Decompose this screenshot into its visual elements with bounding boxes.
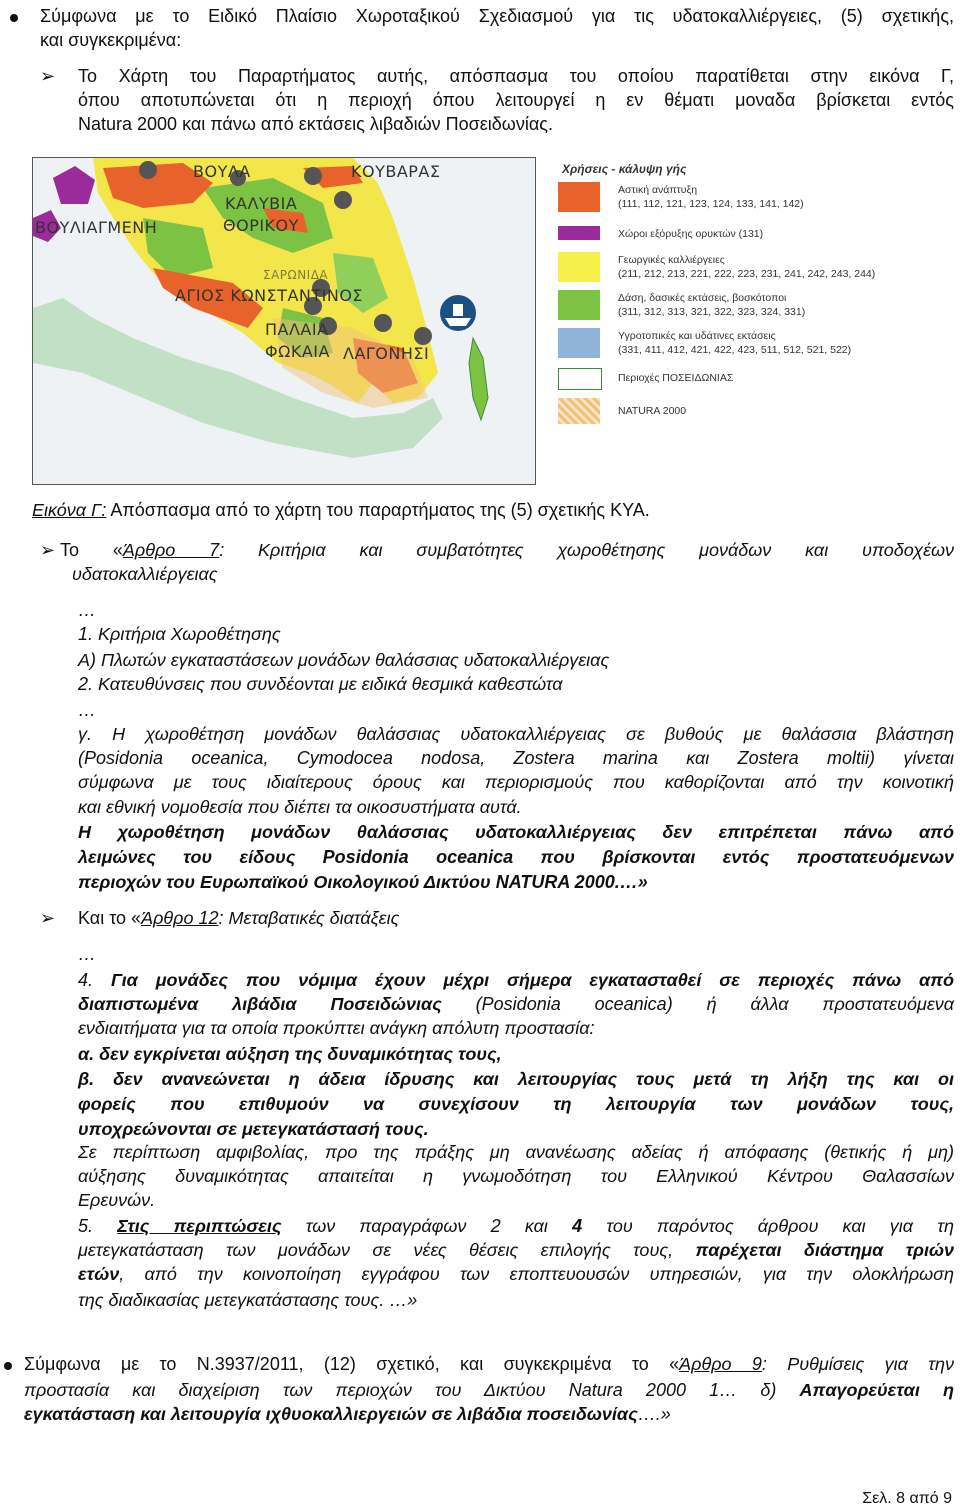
art12-a: α. δεν εγκρίνεται αύξηση της δυναμικότητας τους, <box>78 1044 502 1064</box>
map-label-saronida: ΣΑΡΩΝΙΔΑ <box>263 268 329 282</box>
last-line-1 <box>24 1352 954 1376</box>
ellipsis: … <box>78 600 96 620</box>
item3-prefix: Και το « <box>78 908 142 928</box>
art12-p5-line-1 <box>78 1214 954 1238</box>
last-l2a: προστασία και διαχείριση των περιοχών του Δικτύου Natura 2000 1… δ) <box>24 1380 800 1400</box>
art7-g-2: (Posidonia oceanica, Cymodocea nodosa, Zostera marina και Zostera moltii) γίνεται <box>78 748 954 768</box>
article-12-link: Άρθρο 12 <box>141 908 219 928</box>
arrow-bullet-icon: ➢ <box>40 908 56 928</box>
art12-p4-l2b: (Posidonia oceanica) ή άλλα προστατευόμενα <box>441 994 954 1014</box>
figure-caption <box>32 498 650 522</box>
intro-line-2: και συγκεκριμένα: <box>40 30 182 50</box>
art12-p4-l1: Για μονάδες που νόμιμα έχουν μέχρι σήμερα εγκατασταθεί σε περιοχές πάνω από <box>110 970 955 990</box>
last-line-2 <box>24 1378 954 1402</box>
legend-mineral: Χώροι εξόρυξης ορυκτών (131) <box>618 228 764 240</box>
map-label-kouvaras: ΚΟΥΒΑΡΑΣ <box>351 162 441 181</box>
legend-swatch-posidonia <box>558 368 602 390</box>
legend-forest-1: Δάση, δασικές εκτάσεις, βοσκότοποι <box>618 292 787 304</box>
map-label-voula: ΒΟΥΛΑ <box>193 162 251 181</box>
legend-swatch-agri <box>558 252 600 282</box>
art7-bold-1: Η χωροθέτηση μονάδων θαλάσσιας υδατοκαλλιέργειας δεν επιτρέπεται πάνω από <box>78 822 954 842</box>
art12-b-3: υποχρεώνονται σε μετεγκατάστασή τους. <box>78 1119 429 1139</box>
art12-p5-l2b: παρέχεται διάστημα τριών <box>695 1240 954 1260</box>
last-line-3 <box>24 1402 671 1426</box>
ellipsis: … <box>78 944 96 964</box>
art12-p5-e: του παρόντος άρθρου και για τη <box>582 1216 955 1236</box>
legend-urban-1: Αστική ανάπτυξη <box>618 184 698 196</box>
legend-agri-2: (211, 212, 213, 221, 222, 223, 231, 241, 242, 243, 244) <box>618 268 876 280</box>
map-label-fokaia: ΦΩΚΑΙΑ <box>265 342 330 361</box>
art7-g-1: γ. Η χωροθέτηση μονάδων θαλάσσιας υδατοκαλλιέργειας σε βυθούς με θαλάσσια βλάστηση <box>78 724 954 744</box>
item3-line <box>78 906 399 930</box>
last-l2b: Απαγορεύεται η <box>799 1380 954 1400</box>
art12-p4-line-3: ενδιαιτήματα για τα οποία προκύπτει ανάγκη απόλυτη προστασία: <box>78 1018 595 1038</box>
art12-b-2: φορείς που επιθυμούν να συνεχίσουν τη λειτουργία των μονάδων τους, <box>78 1094 954 1114</box>
page-number: Σελ. 8 από 9 <box>862 1490 952 1507</box>
art12-p5-line-2 <box>78 1238 954 1262</box>
article-9-link: Άρθρο 9 <box>679 1354 762 1374</box>
arrow-bullet-icon: ➢ <box>40 540 56 560</box>
item2-line-1 <box>60 538 954 562</box>
map-legend <box>558 160 938 430</box>
bullet-dot <box>10 14 18 22</box>
item2-prefix: Το « <box>60 540 123 560</box>
legend-wetland-1: Υγροτοπικές και υδάτινες εκτάσεις <box>618 330 776 342</box>
art12-p5-l3b: , από την κοινοποίηση εγγράφου των εποπτευουσών υπηρεσιών, για την ολοκλήρωση <box>119 1264 954 1284</box>
last-l3b: ….» <box>637 1404 671 1424</box>
art12-p5-c: των παραγράφων 2 και <box>281 1216 573 1236</box>
art7-g-3: σύμφωνα με τους ιδιαίτερους όρους και περιορισμούς που καθορίζονται από την κοινοτική <box>78 772 954 792</box>
art7-line-2: Α) Πλωτών εγκαταστάσεων μονάδων θαλάσσιας υδατοκαλλιέργειας <box>78 650 610 670</box>
art7-line-1: 1. Κριτήρια Χωροθέτησης <box>78 624 281 644</box>
item1-line-1: Το Χάρτη του Παραρτήματος αυτής, απόσπασμα του οποίου παρατίθεται στην εικόνα Γ, <box>78 66 954 86</box>
article-7-link: Άρθρο 7 <box>122 540 220 560</box>
legend-swatch-mineral <box>558 226 600 240</box>
item1-line-3: Natura 2000 και πάνω από εκτάσεις λιβαδιών Ποσειδωνίας. <box>78 114 553 134</box>
art12-p5-line-3 <box>78 1262 954 1286</box>
map-label-thorikou: ΘΟΡΙΚΟΥ <box>223 216 299 235</box>
arrow-bullet-icon: ➢ <box>40 66 56 86</box>
map-label-palaia: ΠΑΛΑΙΑ <box>265 320 329 339</box>
last-l1a: Σύμφωνα με το Ν.3937/2011, (12) σχετικό, και συγκεκριμένα το « <box>24 1354 680 1374</box>
legend-swatch-natura <box>558 398 600 424</box>
item2-line1-rest: : Κριτήρια και συμβατότητες χωροθέτησης μονάδων και υποδοχέων <box>219 540 955 560</box>
art12-p4-l2a: διαπιστωμένα λιβάδια Ποσειδώνιας <box>78 994 442 1014</box>
art12-c-1: Σε περίπτωση αμφιβολίας, προ της πράξης μη ανανέωσης αδείας ή απόφασης (θετικής ή μη) <box>78 1142 954 1162</box>
legend-swatch-forest <box>558 290 600 320</box>
art7-g-4: και εθνική νομοθεσία που διέπει τα οικοσυστήματα αυτά. <box>78 797 522 817</box>
art12-p5-line-4: της διαδικασίας μετεγκατάστασης τους. …» <box>78 1290 418 1310</box>
art12-b-1: β. δεν ανανεώνεται η άδεια ίδρυσης και λειτουργίας τους μετά τη λήξη της και οι <box>78 1069 954 1089</box>
map-label-agios: ΑΓΙΟΣ ΚΩΝΣΤΑΝΤΙΝΟΣ <box>175 286 364 305</box>
art12-c-3: Ερευνών. <box>78 1190 156 1210</box>
legend-wetland-2: (331, 411, 412, 421, 422, 423, 511, 512, 521, 522) <box>618 344 852 356</box>
ellipsis: … <box>78 700 96 720</box>
art12-p4-num: 4. <box>78 970 111 990</box>
legend-natura: NATURA 2000 <box>618 405 687 417</box>
art12-c-2: αύξησης δυναμικότητας απαιτείται η γνωμοδότηση του Ελληνικού Κέντρου Θαλασσίων <box>78 1166 954 1186</box>
art7-bold-2: λειμώνες του είδους Posidonia oceanica που βρίσκονται εντός προστατευόμενων <box>78 847 954 867</box>
art7-line-3: 2. Κατευθύνσεις που συνδέονται με ειδικά θεσμικά καθεστώτα <box>78 674 563 694</box>
caption-text: Απόσπασμα από το χάρτη του παραρτήματος της (5) σχετικής ΚΥΑ. <box>106 500 650 520</box>
map-image <box>32 157 536 485</box>
art12-p5-l2a: μετεγκατάσταση των μονάδων σε νέες θέσεις επιλογής τους, <box>78 1240 696 1260</box>
item2-line-2: υδατοκαλλιέργειας <box>72 564 218 584</box>
intro-line-1: Σύμφωνα με το Ειδικό Πλαίσιο Χωροταξικού Σχεδιασμού για τις υδατοκαλλιέργειες, (5) σχετικής, <box>40 6 954 26</box>
last-l3a: εγκατάσταση και λειτουργία ιχθυοκαλλιεργειών σε λιβάδια ποσειδωνίας <box>24 1404 638 1424</box>
legend-urban-2: (111, 112, 121, 123, 124, 133, 141, 142) <box>618 198 804 210</box>
art7-bold-3: περιοχών του Ευρωπαϊκού Οικολογικού Δικτύου NATURA 2000.…» <box>78 872 648 892</box>
legend-swatch-wetland <box>558 328 600 358</box>
art12-p5-a: 5. <box>78 1216 118 1236</box>
legend-posidonia: Περιοχές ΠΟΣΕΙΔΩΝΙΑΣ <box>618 372 734 384</box>
art12-p5-l3a: ετών <box>78 1264 120 1284</box>
art12-p5-d: 4 <box>572 1216 583 1236</box>
legend-forest-2: (311, 312, 313, 321, 322, 323, 324, 331) <box>618 306 806 318</box>
legend-swatch-urban <box>558 182 600 212</box>
item3-rest: : Μεταβατικές διατάξεις <box>218 908 400 928</box>
legend-agri-1: Γεωργικές καλλιέργειες <box>618 254 725 266</box>
map-label-vouliagmeni: ΒΟΥΛΙΑΓΜΕΝΗ <box>35 218 158 237</box>
bullet-dot <box>4 1362 12 1370</box>
map-label-kalyvia: ΚΑΛΥΒΙΑ <box>225 194 298 213</box>
art12-p4-line-2 <box>78 992 954 1016</box>
legend-title: Χρήσεις - κάλυψη γής <box>562 162 687 176</box>
last-l1c: : Ρυθμίσεις για την <box>761 1354 954 1374</box>
caption-label: Εικόνα Γ: <box>32 500 107 520</box>
art12-p5-b: Στις περιπτώσεις <box>117 1216 282 1236</box>
item1-line-2: όπου αποτυπώνεται ότι η περιοχή όπου λειτουργεί η εν θέματι μοναδα βρίσκεται εντός <box>78 90 954 110</box>
map-label-lagonisi: ΛΑΓΟΝΗΣΙ <box>343 344 430 363</box>
art12-p4-line-1 <box>78 968 954 992</box>
